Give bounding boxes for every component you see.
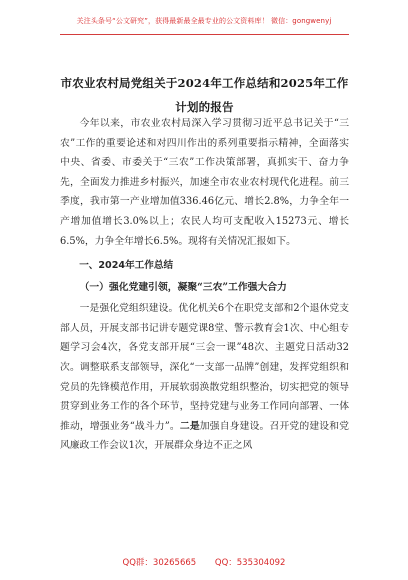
section-heading-summary: 一、2024年工作总结 — [79, 260, 174, 272]
intro-paragraph: 今年以来，市农业农村局深入学习贯彻习近平总书记关于“三农”工作的重要论述和对四川作出的系列重要指示精神，全面落实中央、省委、市委关于“三农”工作决策部署，真抓实干、奋力争先，全面发力推进乡村振兴，加速全市农业农村现代化进程。前三季度，我市第一产业增加值336.46亿元、增长2.8%，力争全年一产增加值增长3.0%以上；农民人均可支配收入15273元、增长6.5%，力争全年增长6.5%。现将有关情况汇报如下。 — [60, 118, 349, 247]
contact-footer — [0, 556, 408, 568]
self-construction-text: 加强自身建设。召开党的建设和党风廉政工作会议1次，开展群众身边不正之风 — [60, 420, 349, 452]
party-organization-text: 强化党组织建设。优化机关6个在职党支部和2个退休党支部人员，开展支部书记讲专题党课8堂、警示教育会1次、中心组专题学习会4次，各党支部开展“三会一课”48次、主题党日活动32次。调整联系支部领导，深化“一支部一品牌”创建，发挥党组织和党员的先锋模范作用，开展软弱涣散党组织整治，切实把党的领导贯穿到业务工作的各个环节，坚持党建与业务工作同向部署、一体推动，增强业务“战斗力”。 — [60, 303, 350, 432]
document-title: 市农业农村局党组关于2024年工作总结和2025年工作计划的报告 — [60, 76, 349, 114]
qq-number: QQ：535304092 — [214, 558, 286, 568]
header-divider — [60, 34, 349, 35]
subsection-heading-party-building: （一）强化党建引领，凝聚“三农”工作强大合力 — [79, 282, 287, 294]
promo-banner: 关注头条号“公文研究”，获得最新最全最专业的公文资料库！ 微信：gongwenyj — [76, 17, 332, 25]
party-building-paragraph — [60, 299, 349, 456]
lead-phrase-first: 一是 — [79, 303, 100, 315]
document-body — [60, 114, 349, 456]
qq-group-number: QQ群：30265665 — [122, 558, 197, 568]
lead-phrase-second: 二是 — [179, 420, 200, 432]
